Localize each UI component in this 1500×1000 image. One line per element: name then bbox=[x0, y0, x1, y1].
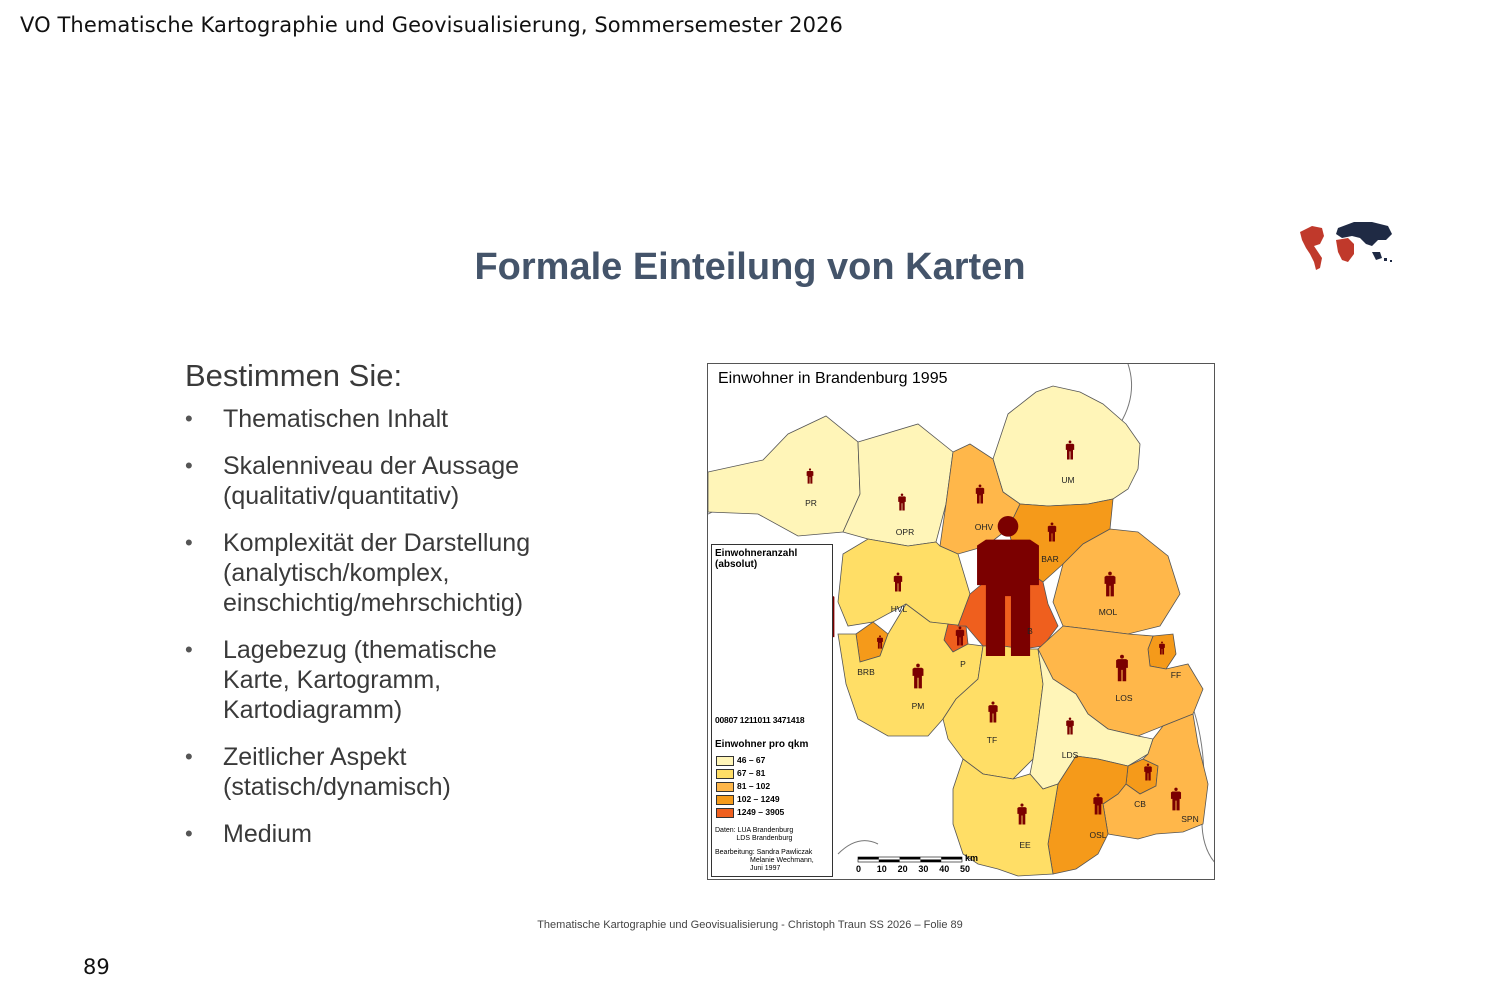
scale-bar-segment bbox=[920, 860, 941, 863]
scale-tick-label: 0 bbox=[856, 864, 862, 874]
list-item: • Medium bbox=[185, 820, 312, 848]
legend-class bbox=[716, 768, 765, 779]
legend-source: Daten: LUA Brandenburg LDS Brandenburg bbox=[715, 827, 794, 842]
task-box bbox=[185, 358, 625, 866]
district-label-ee: EE bbox=[1019, 840, 1031, 850]
scale-tick-label: 30 bbox=[918, 864, 929, 874]
list-item: • Thematischen Inhalt bbox=[185, 405, 449, 433]
list-item: • Zeitlicher Aspekt (statisch/dynamisch) bbox=[185, 743, 451, 801]
district-label-cb: CB bbox=[1134, 799, 1146, 809]
legend-class-label: 46 – 67 bbox=[737, 755, 766, 765]
district-label-ohv: OHV bbox=[974, 522, 994, 532]
bullet-icon: • bbox=[185, 637, 193, 662]
district-label-pr: PR bbox=[805, 498, 817, 508]
scale-tick-label: 10 bbox=[876, 864, 887, 874]
legend-class bbox=[716, 781, 770, 792]
legend-class-label: 1249 – 3905 bbox=[737, 807, 785, 817]
district-label-spn: SPN bbox=[1181, 814, 1199, 824]
bullet-icon: • bbox=[185, 453, 193, 478]
map-legend bbox=[711, 544, 833, 877]
bullet-icon: • bbox=[185, 744, 193, 769]
district-label-mol: MOL bbox=[1098, 607, 1118, 617]
bullet-icon: • bbox=[185, 406, 193, 431]
legend-swatch bbox=[716, 756, 734, 766]
course-header: VO Thematische Kartographie und Geovisualisierung, Sommersemester 2026 bbox=[20, 13, 844, 37]
footer-text: Thematische Kartographie und Geovisualisierung - Christoph Traun SS 2026 – Folie 89 bbox=[537, 919, 963, 931]
scale-bar-segment bbox=[879, 860, 900, 863]
district-label-los: LOS bbox=[1115, 693, 1133, 703]
list-item: • Komplexität der Darstellung (analytisch/komplex, einschichtig/mehrschichtig) bbox=[185, 529, 531, 617]
district-label-um: UM bbox=[1061, 475, 1075, 485]
legend-author: Bearbeitung: Sandra Pawliczak Melanie Wechmann, Juni 1997 bbox=[715, 849, 814, 872]
scale-bar-segment bbox=[858, 857, 879, 860]
legend-absolute-values: 00807 1211011 3471418 bbox=[715, 715, 805, 725]
legend-swatch bbox=[716, 795, 734, 805]
list-item: • Lagebezug (thematische Karte, Kartogramm, Kartodiagramm) bbox=[185, 636, 497, 724]
district-label-pm: PM bbox=[911, 701, 925, 711]
district-label-hvl: HVL bbox=[890, 604, 908, 614]
scale-tick-label: 50 bbox=[960, 864, 971, 874]
district-label-ff: FF bbox=[1170, 670, 1182, 680]
legend-class-label: 102 – 1249 bbox=[737, 794, 780, 804]
legend-swatch bbox=[716, 808, 734, 818]
district-label-opr: OPR bbox=[895, 527, 915, 537]
district-label-brb: BRB bbox=[857, 667, 875, 677]
district-pr bbox=[708, 416, 860, 536]
legend-density-title: Einwohner pro qkm bbox=[715, 739, 809, 750]
district-label-osl: OSL bbox=[1089, 830, 1107, 840]
legend-class-label: 81 – 102 bbox=[737, 781, 771, 791]
legend-class-label: 67 – 81 bbox=[737, 768, 766, 778]
district-label-lds: LDS bbox=[1061, 750, 1079, 760]
district-ff bbox=[1148, 634, 1176, 669]
scale-bar-segment bbox=[941, 857, 962, 860]
scale-unit-label: km bbox=[965, 853, 979, 863]
scale-tick-label: 20 bbox=[897, 864, 908, 874]
thematic-map bbox=[707, 363, 1215, 880]
bullet-icon: • bbox=[185, 530, 193, 555]
district-label-p: P bbox=[960, 659, 966, 669]
legend-swatch bbox=[716, 769, 734, 779]
legend-swatch bbox=[716, 782, 734, 792]
legend-class bbox=[716, 794, 780, 805]
district-label-bar: BAR bbox=[1041, 554, 1059, 564]
slide-title: Formale Einteilung von Karten bbox=[474, 246, 1026, 288]
list-item: • Skalenniveau der Aussage (qualitativ/quantitativ) bbox=[185, 452, 520, 510]
map-title: Einwohner in Brandenburg 1995 bbox=[718, 370, 948, 387]
legend-absolute-title: Einwohneranzahl (absolut) bbox=[715, 548, 798, 570]
scale-tick-label: 40 bbox=[939, 864, 950, 874]
legend-class bbox=[716, 755, 765, 766]
scale-bar-segment bbox=[900, 857, 921, 860]
bullet-icon: • bbox=[185, 821, 193, 846]
district-label-tf: TF bbox=[986, 735, 998, 745]
page-number: 89 bbox=[83, 955, 110, 979]
task-heading: Bestimmen Sie: bbox=[185, 358, 403, 393]
legend-class bbox=[716, 807, 784, 818]
task-list bbox=[185, 404, 625, 849]
district-label-b: B bbox=[1027, 626, 1033, 636]
